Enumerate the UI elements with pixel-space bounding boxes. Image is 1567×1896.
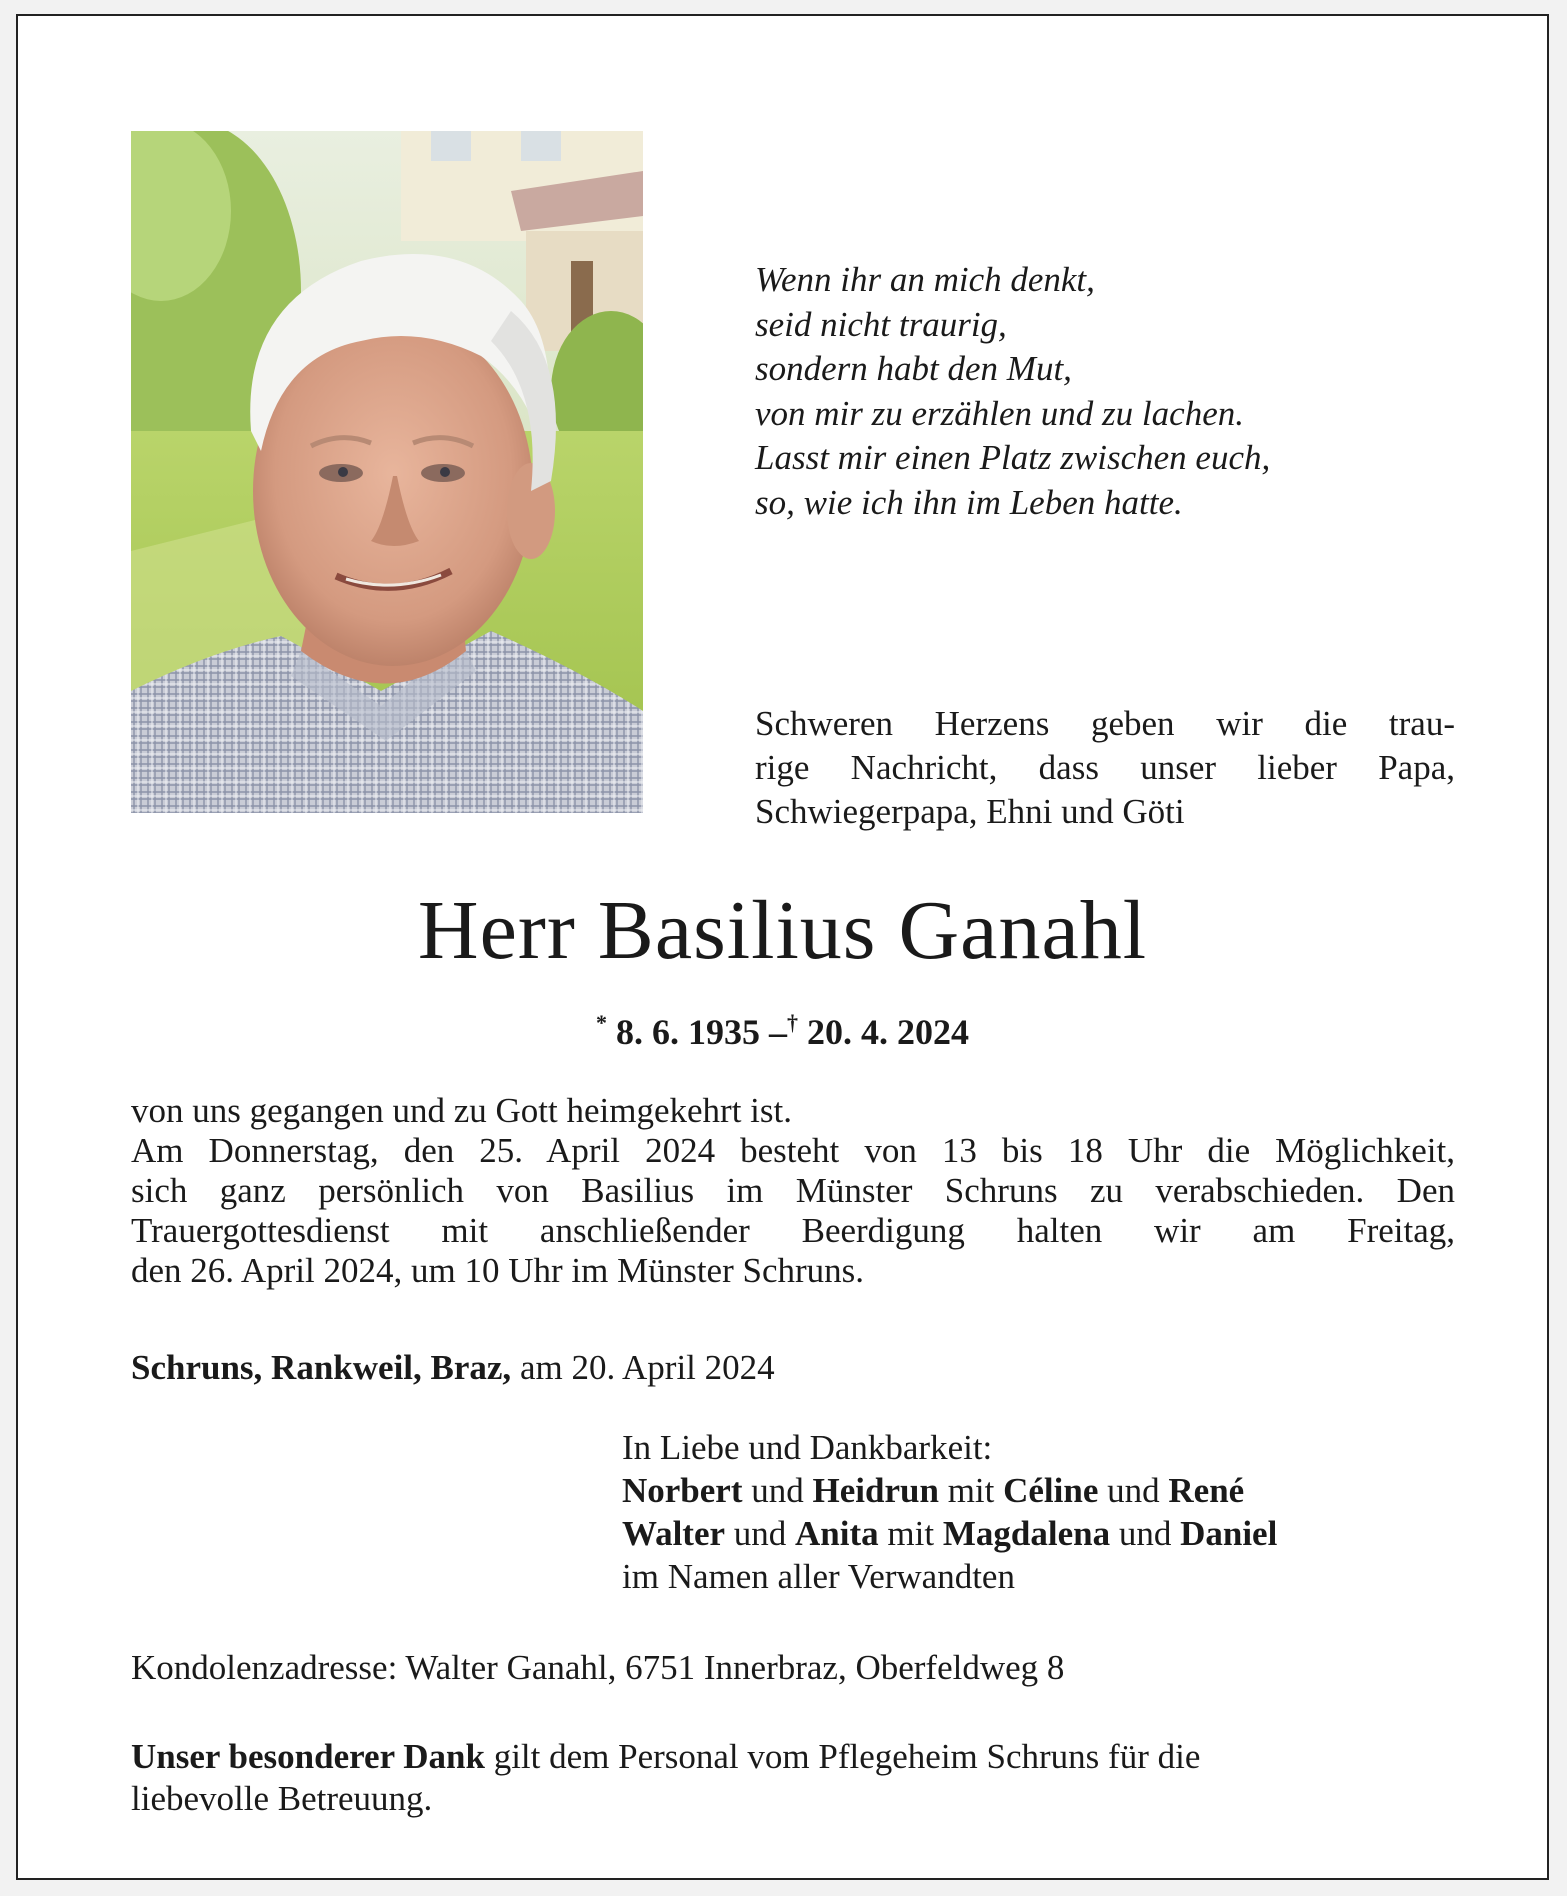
family-member: Magdalena — [942, 1514, 1111, 1553]
poem-line: sondern habt den Mut, — [755, 349, 1072, 388]
family-line-1 — [622, 1469, 1455, 1512]
intro-text — [755, 702, 1455, 834]
family-connector: und — [751, 1471, 804, 1510]
body-line: den 26. April 2024, um 10 Uhr im Münster Schruns. — [131, 1251, 865, 1290]
place-and-date — [131, 1346, 775, 1390]
poem-line: seid nicht traurig, — [755, 304, 1007, 344]
birth-star-icon: * — [596, 1010, 607, 1035]
body-line: von uns gegangen und zu Gott heimgekehrt ist. — [131, 1091, 792, 1130]
places: Schruns, Rankweil, Braz, — [131, 1348, 512, 1387]
mourning-family — [622, 1426, 1455, 1598]
obituary-card — [16, 14, 1549, 1880]
condolence-address: Kondolenzadresse: Walter Ganahl, 6751 Innerbraz, Oberfeldweg 8 — [131, 1648, 1065, 1687]
poem — [755, 258, 1475, 525]
birth-date: 8. 6. 1935 — [616, 1012, 760, 1052]
family-connector: mit — [887, 1514, 935, 1553]
family-connector: und — [1107, 1471, 1160, 1510]
poem-line: von mir zu erzählen und zu lachen. — [755, 393, 1244, 433]
deceased-name: Herr Basilius Ganahl — [417, 884, 1148, 977]
life-dates — [18, 1001, 1547, 1054]
special-thanks — [131, 1736, 1455, 1820]
family-line-2 — [622, 1512, 1455, 1555]
family-heading: In Liebe und Dankbarkeit: — [622, 1428, 993, 1467]
family-member: Anita — [795, 1514, 879, 1553]
portrait-illustration — [131, 131, 643, 813]
poem-line: Lasst mir einen Platz zwischen euch, — [755, 438, 1271, 477]
family-closing: im Namen aller Verwandten — [622, 1557, 1015, 1596]
family-member: Norbert — [622, 1471, 743, 1510]
family-member: Céline — [1003, 1471, 1099, 1510]
thanks-bold: Unser besonderer Dank — [131, 1737, 485, 1776]
family-member: René — [1168, 1471, 1245, 1510]
family-connector: und — [733, 1514, 787, 1553]
announcement-body — [131, 1091, 1455, 1291]
death-cross-icon: † — [787, 1010, 798, 1035]
family-member: Daniel — [1180, 1514, 1278, 1553]
portrait-photo — [131, 131, 643, 813]
intro-line: Schweren Herzens geben wir die trau- — [755, 704, 1455, 743]
body-line: Trauergottesdienst mit anschließender Beerdigung halten wir am Freitag, — [131, 1211, 1455, 1250]
family-member: Walter — [622, 1514, 726, 1553]
family-connector: mit — [947, 1471, 995, 1510]
death-date: 20. 4. 2024 — [807, 1012, 969, 1052]
announcement-date: am 20. April 2024 — [519, 1348, 775, 1387]
thanks-text-2: liebevolle Betreuung. — [131, 1779, 433, 1818]
body-line: Am Donnerstag, den 25. April 2024 besteht von 13 bis 18 Uhr die Möglichkeit, — [131, 1131, 1455, 1170]
thanks-text: gilt dem Personal vom Pflegeheim Schruns für die — [493, 1737, 1201, 1776]
family-member: Heidrun — [812, 1471, 939, 1510]
date-separator: – — [769, 1012, 787, 1052]
poem-line: so, wie ich ihn im Leben hatte. — [755, 482, 1183, 522]
body-line: sich ganz persönlich von Basilius im Münster Schruns zu verabschieden. Den — [131, 1171, 1455, 1210]
intro-line: Schwiegerpapa, Ehni und Göti — [755, 792, 1185, 831]
poem-line: Wenn ihr an mich denkt, — [755, 260, 1095, 299]
intro-line: rige Nachricht, dass unser lieber Papa, — [755, 748, 1455, 787]
family-connector: und — [1118, 1514, 1172, 1553]
